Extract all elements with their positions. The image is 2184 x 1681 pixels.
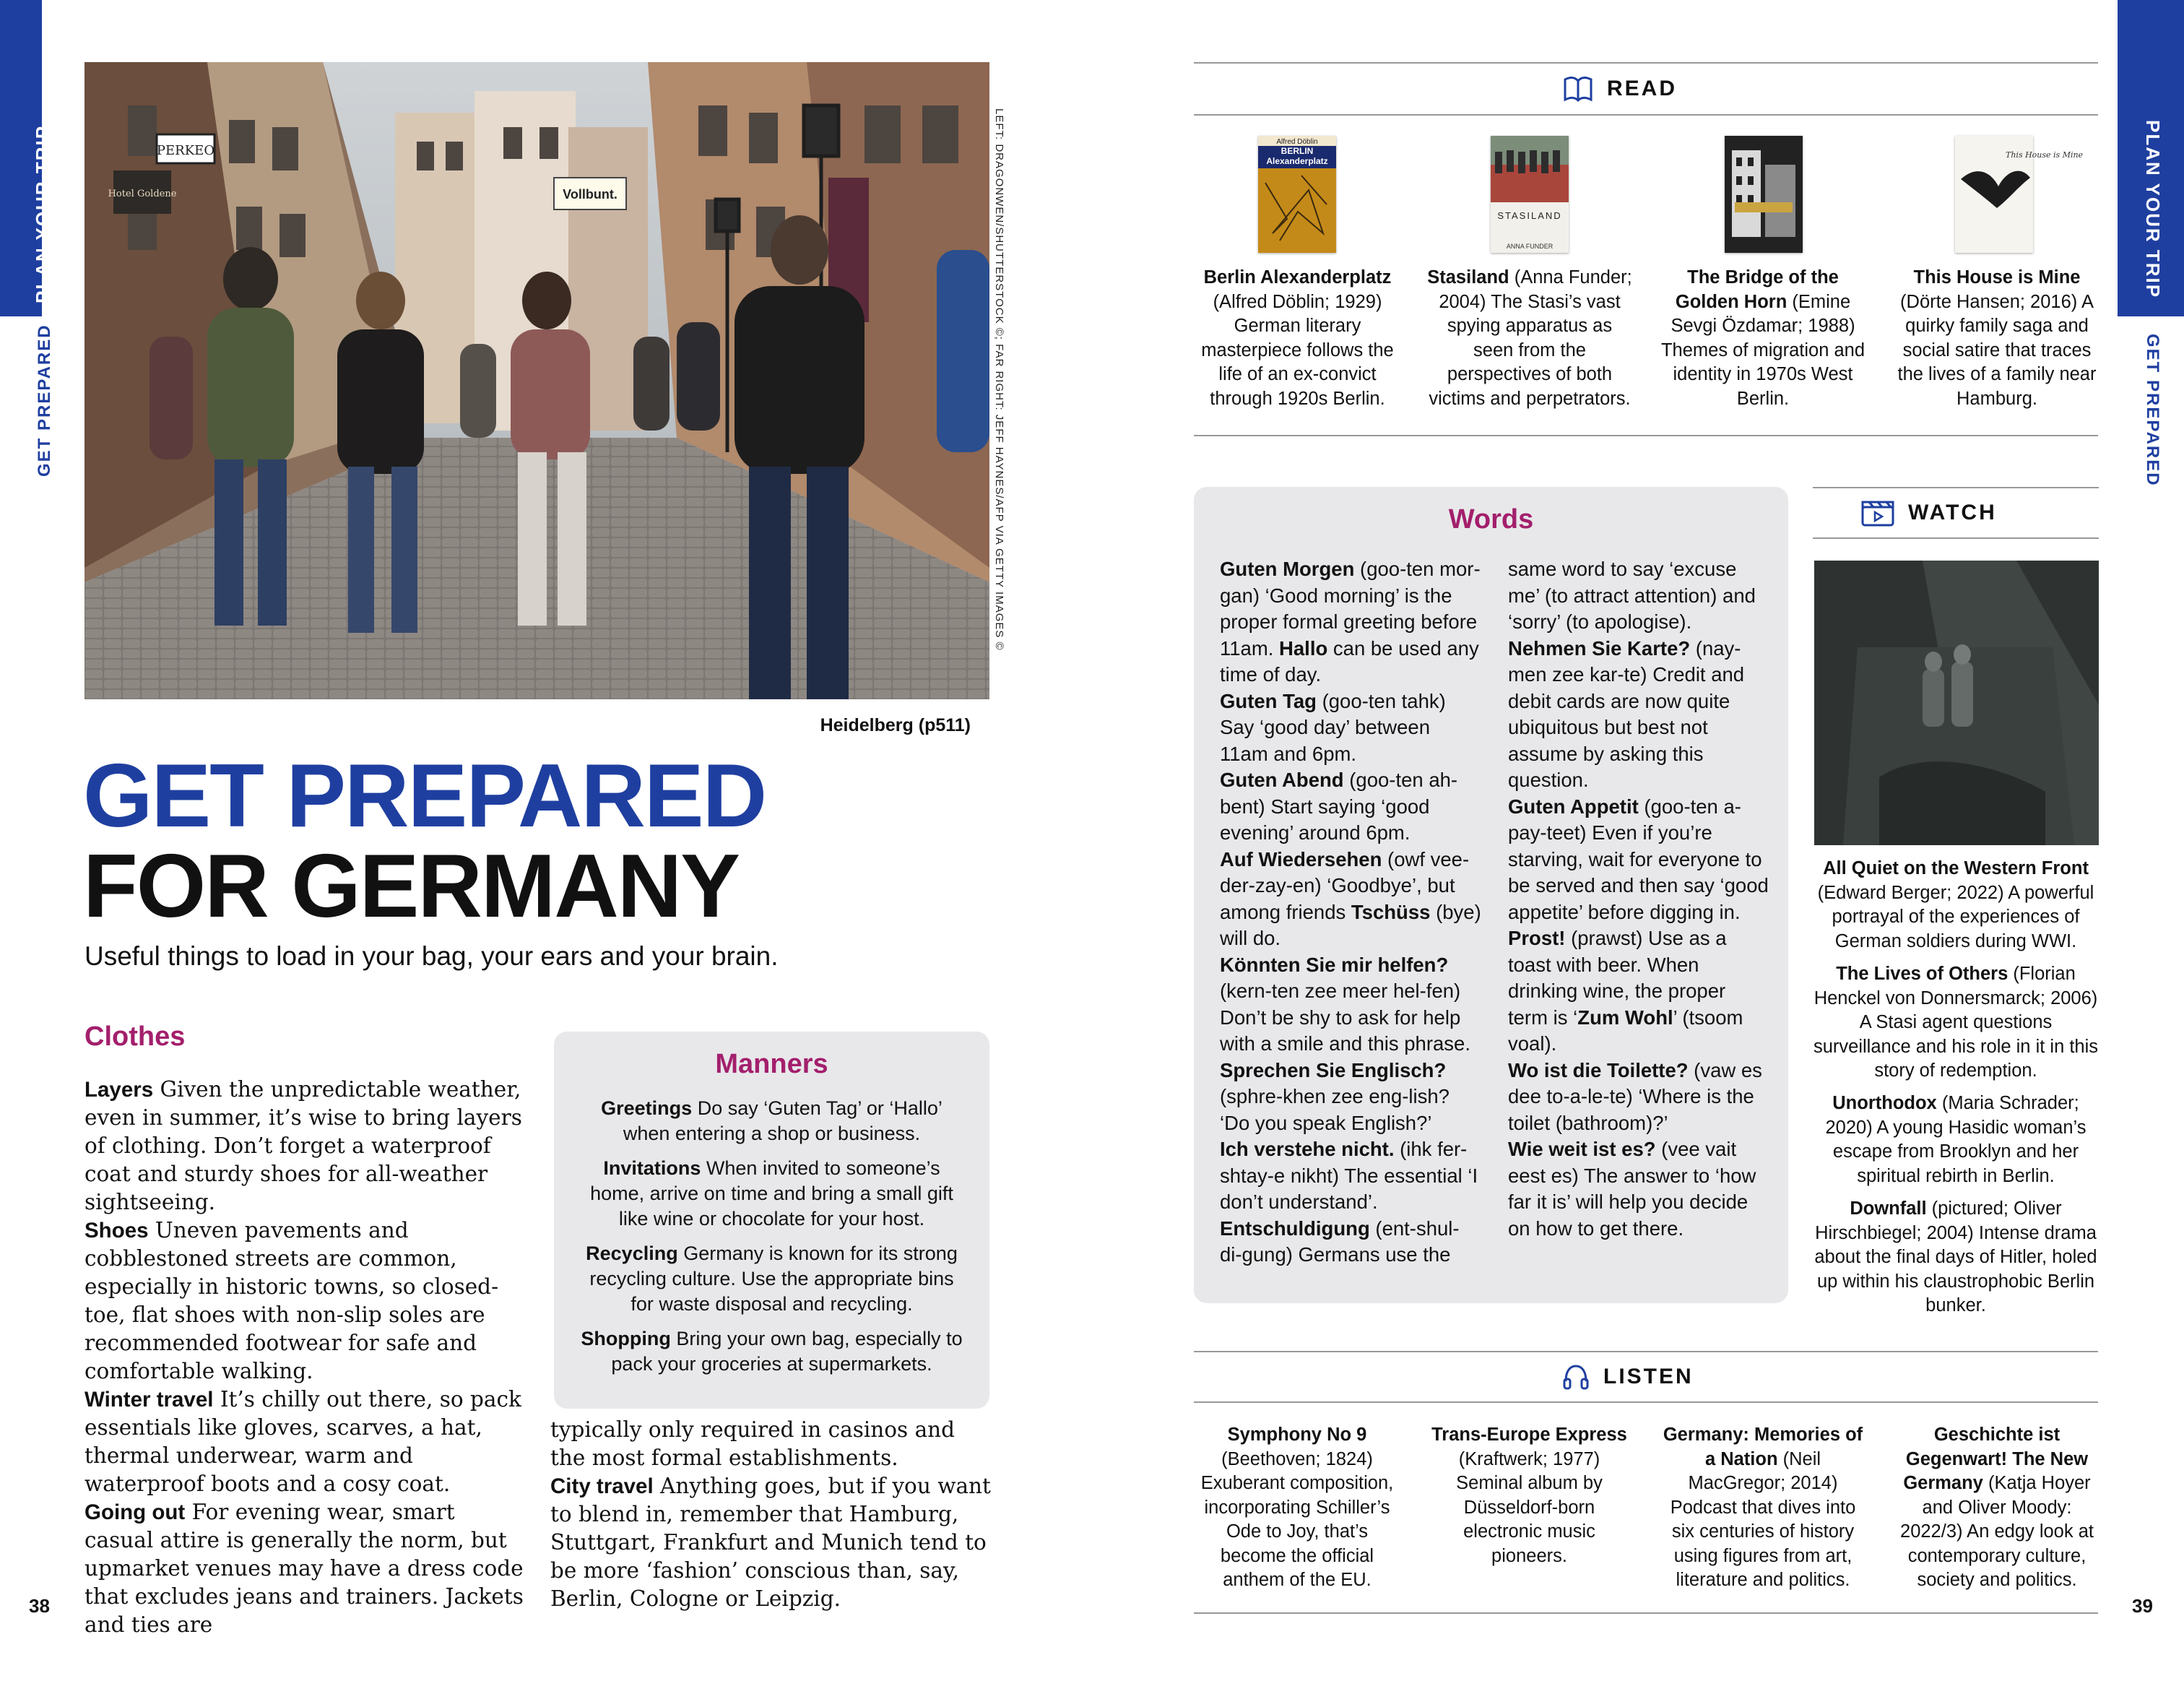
read-blurb-stasiland: Stasiland (Anna Funder; 2004) The Stasi’s vast spying apparatus as seen from the perspectives of both victims and perpetrators. xyxy=(1427,267,1632,409)
book-cover-this-house-is-mine xyxy=(1955,136,2084,253)
watch-blurb-downfall: Downfall (pictured; Oliver Hirschbiegel; 2004) Intense drama about the final days of Hitler, holed up within his claustrophobic Berlin bunker. xyxy=(1814,1198,2097,1315)
read-blurb-this-house-is-mine: This House is Mine (Dörte Hansen; 2016) A quirky family saga and social satire that traces the lives of a family near Hamburg. xyxy=(1897,267,2097,409)
words-heading: Words xyxy=(1448,504,1534,535)
book-cover-bridge-golden-horn xyxy=(1725,136,1803,253)
page-number-right: 39 xyxy=(2132,1595,2153,1617)
listen-top-rule xyxy=(1194,1351,2098,1352)
clothes-column-2 xyxy=(550,1416,994,1613)
clothes-item-layers: Layers Given the unpredictable weather, even in summer, it’s wise to bring layers of clothing. Don’t forget a waterproof coat and sturdy shoes for all-weather sightseeing. xyxy=(84,1077,522,1214)
right-tab-label: PLAN YOUR TRIP xyxy=(2142,120,2164,299)
clothes-column-1 xyxy=(84,1076,529,1639)
words-column-1: Guten Morgen (goo-ten mor-gan) ‘Good morning’ is the proper formal greeting before 11am. Hallo can be used any time of day. Guten Tag (goo-ten tahk) Say ‘good day’ between 11am and 6pm. Guten Abend (goo-ten ah-bent) Start saying ‘good evening’ around 6pm. Auf Wiedersehen (owf vee-der-zay-en) ‘Goodbye’, but among friends Tschüss (bye) will do. Könnten Sie mir helfen? (kern-ten zee meer hel-fen) Don’t be shy to ask for help with a smile and this phrase. Sprechen Sie Englisch? (sphre-khen zee eng-lish? ‘Do you speak English?’ Ich verstehe nicht. (ihk fer-shtay-e nikht) The essential ‘I don’t understand’. Entschuldigung (ent-shul-di-gung) Germans use the xyxy=(1220,558,1481,1266)
listen-blurb-germany-memories: Germany: Memories of a Nation (Neil MacGregor; 2014) Podcast that dives into six centuries of history using figures from art, literature and politics. xyxy=(1663,1425,1863,1590)
listen-blurb-symphony-9: Symphony No 9 (Beethoven; 1824) Exuberant composition, incorporating Schiller’s Ode to Joy, that’s become the official anthem of the EU. xyxy=(1200,1425,1394,1590)
page-subtitle: Useful things to load in your bag, your ears and your brain. xyxy=(84,941,779,971)
manners-item-greetings: Greetings Do say ‘Guten Tag’ or ‘Hallo’ when entering a shop or business. xyxy=(601,1097,942,1144)
svg-text:PERKEO: PERKEO xyxy=(156,143,215,158)
page-number-left: 38 xyxy=(29,1595,50,1617)
manners-heading: Manners xyxy=(715,1049,828,1079)
book-icon xyxy=(1562,75,1594,103)
words-box xyxy=(1194,487,1788,1303)
cover-city-art xyxy=(1725,136,1803,253)
listen-mid-rule xyxy=(1194,1401,2098,1403)
cover-photo-art xyxy=(1491,136,1569,202)
cover-scribble-art xyxy=(1258,168,1336,248)
photo-caption: Heidelberg (p511) xyxy=(820,715,971,735)
read-mid-rule xyxy=(1194,114,2098,116)
street-scene-illustration xyxy=(84,62,989,699)
read-blurb-bridge-golden-horn: The Bridge of the Golden Horn (Emine Sevgi Özdamar; 1988) Themes of migration and identity in 1970s West Berlin. xyxy=(1660,267,1866,409)
listen-bottom-rule xyxy=(1194,1612,2098,1614)
manners-item-invitations: Invitations When invited to someone’s home, arrive on time and bring a small gift like wine or chocolate for your host. xyxy=(590,1157,953,1230)
svg-text:This House is Mine: This House is Mine xyxy=(2006,150,2084,160)
clothes-item-going-out: Going out For evening wear, smart casual attire is generally the norm, but upmarket venues may have a dress code that excludes jeans and trainers. Jackets and ties are xyxy=(84,1500,524,1637)
downfall-film-still xyxy=(1814,561,2099,845)
clothes-item-shoes: Shoes Uneven pavements and cobblestoned streets are common, especially in historic towns, so closed-toe, flat shoes with non-slip soles are recommended footwear for safe and comfortable walking. xyxy=(84,1218,499,1383)
listen-heading: LISTEN xyxy=(1561,1362,1694,1391)
words-column-2: same word to say ‘excuse me’ (to attract attention) and ‘sorry’ (to apologise). Nehmen Sie Karte? (nay-men zee kar-te) Credit and debit cards are now quite ubiquitous but best not assume by asking this question. Guten Appetit (goo-ten a-pay-teet) Even if you’re starving, wait for everyone to be served and then say ‘good appetite’ before digging in. Prost! (prawst) Use as a toast with beer. When drinking wine, the proper term is ‘Zum Wohl’ (tsoom voal). Wo ist die Toilette? (vaw es dee to-a-le-te) ‘Where is the toilet (bathroom)?’ Wie weit ist es? (vee vait eest es) The answer to ‘how far it is’ will help you decide on how to get there. xyxy=(1508,558,1769,1240)
watch-blurb-lives-of-others: The Lives of Others (Florian Henckel von Donnersmarck; 2006) A Stasi agent questions surveillance and his role in it in this story of redemption. xyxy=(1813,964,2099,1081)
page-title-line1: GET PREPARED xyxy=(83,746,766,846)
left-tab-label: PLAN YOUR TRIP xyxy=(32,124,53,303)
clothes-item-winter: Winter travel It’s chilly out there, so pack essentials like gloves, scarves, a hat, thermal underwear, warm and waterproof boots and a cosy coat. xyxy=(84,1387,521,1496)
manners-box xyxy=(554,1032,989,1409)
svg-text:Vollbunt.: Vollbunt. xyxy=(563,187,618,202)
clothes-heading: Clothes xyxy=(84,1021,186,1052)
watch-top-rule xyxy=(1813,487,2099,488)
book-cover-berlin-alexanderplatz: Alfred Döblin BERLIN Alexanderplatz xyxy=(1258,136,1336,253)
clothes-item-city: City travel Anything goes, but if you want to blend in, remember that Hamburg, Stuttgart, Frankfurt and Munich tend to be more ‘fashion’ conscious than, say, Berlin, Cologne or Leipzig. xyxy=(550,1474,991,1611)
bunker-scene-art xyxy=(1814,561,2099,845)
listen-blurb-trans-europe: Trans-Europe Express (Kraftwerk; 1977) Seminal album by Düsseldorf-born electronic music pioneers. xyxy=(1431,1425,1627,1566)
clothes-continued: typically only required in casinos and the most formal establishments. xyxy=(550,1417,956,1470)
read-top-rule xyxy=(1194,62,2098,64)
watch-mid-rule xyxy=(1813,537,2099,539)
book-cover-stasiland: STASILAND ANNA FUNDER xyxy=(1491,136,1569,253)
cover-bird-art xyxy=(1955,136,2084,253)
manners-item-recycling: Recycling Germany is known for its strong recycling culture. Use the appropriate bins for waste disposal and recycling. xyxy=(586,1243,958,1315)
manners-item-shopping: Shopping Bring your own bag, especially to pack your groceries at supermarkets. xyxy=(581,1328,963,1375)
page-title-line2: FOR GERMANY xyxy=(83,837,739,936)
watch-blurb-unorthodox: Unorthodox (Maria Schrader; 2020) A young Hasidic woman’s escape from Brooklyn and her spiritual rebirth in Berlin. xyxy=(1825,1093,2086,1186)
clapperboard-icon xyxy=(1860,498,1895,527)
read-heading: READ xyxy=(1562,75,1677,103)
left-section-label: GET PREPARED xyxy=(35,324,54,477)
read-blurb-berlin-alexanderplatz: Berlin Alexanderplatz (Alfred Döblin; 1929) German literary masterpiece follows the life of an ex-convict through 1920s Berlin. xyxy=(1201,267,1394,409)
read-bottom-rule xyxy=(1194,435,2098,436)
svg-text:Hotel Goldene: Hotel Goldene xyxy=(108,189,177,199)
heidelberg-street-photo xyxy=(84,62,989,699)
listen-blurb-geschichte: Geschichte ist Gegenwart! The New Germany (Katja Hoyer and Oliver Moody: 2022/3) An edgy look at contemporary culture, society and politics. xyxy=(1900,1425,2094,1590)
watch-blurb-all-quiet: All Quiet on the Western Front (Edward Berger; 2022) A powerful portrayal of the experiences of German soldiers during WWI. xyxy=(1817,858,2094,951)
headphones-icon xyxy=(1561,1362,1590,1391)
right-section-label: GET PREPARED xyxy=(2143,334,2162,487)
watch-heading: WATCH xyxy=(1860,498,1997,527)
photo-credit: LEFT: DRAGONWEN/SHUTTERSTOCK ©; FAR RIGHT: JEFF HAYNES/AFP VIA GETTY IMAGES © xyxy=(993,108,1005,651)
